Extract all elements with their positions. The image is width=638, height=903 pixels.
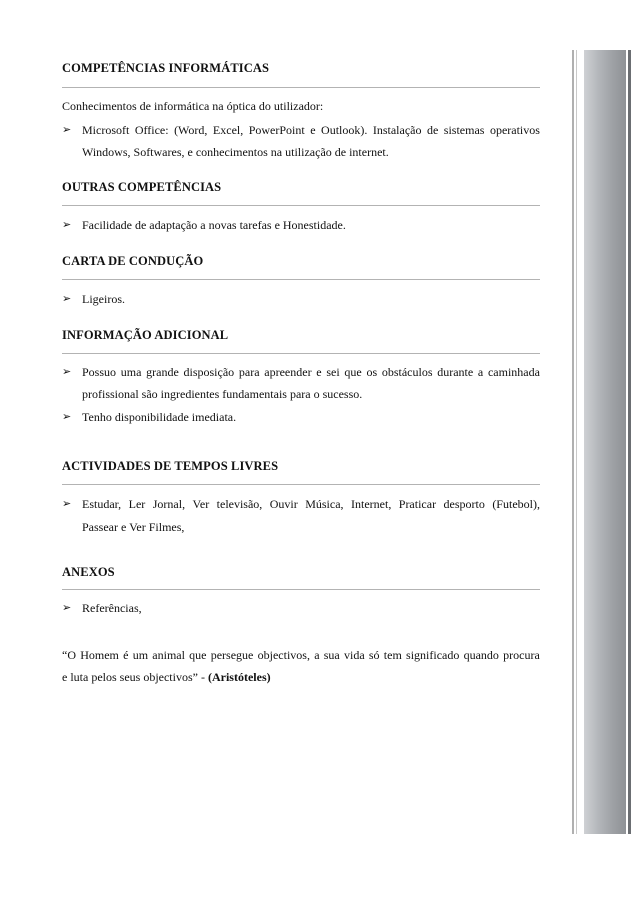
word: PowerPoint bbox=[248, 123, 305, 137]
word: uma bbox=[120, 365, 142, 379]
word: Office: bbox=[134, 123, 169, 137]
word: a bbox=[314, 648, 320, 662]
word: Possuo bbox=[82, 365, 117, 379]
bullet-text-line: profissional são ingredientes fundamentais para o sucesso. bbox=[82, 387, 363, 401]
word: operativos bbox=[489, 123, 540, 137]
word: só bbox=[368, 648, 380, 662]
bullet-text-line: Facilidade de adaptação a novas tarefas e Honestidade. bbox=[82, 218, 346, 232]
word: Música, bbox=[305, 497, 344, 511]
word: Ver bbox=[192, 497, 210, 511]
quote-line bbox=[62, 670, 540, 684]
section-divider bbox=[62, 353, 540, 354]
word: durante bbox=[437, 365, 474, 379]
word: Ouvir bbox=[269, 497, 298, 511]
word: grande bbox=[146, 365, 179, 379]
quote-author: (Aristóteles) bbox=[207, 670, 271, 684]
bullet-arrow-icon: ➢ bbox=[62, 219, 72, 231]
word: quando bbox=[463, 648, 499, 662]
quote-text: e luta pelos seus objectivos” - bbox=[62, 670, 208, 684]
word: de bbox=[426, 123, 439, 137]
bullet-arrow-icon: ➢ bbox=[62, 411, 72, 423]
word: disposição bbox=[183, 365, 235, 379]
bullet-text-line: Referências, bbox=[82, 601, 142, 615]
page-side-bar-edge bbox=[628, 50, 631, 834]
word: a bbox=[477, 365, 484, 379]
word: e bbox=[310, 123, 316, 137]
heading-outras-competencias: OUTRAS COMPETÊNCIAS bbox=[62, 180, 222, 194]
word: para bbox=[238, 365, 260, 379]
word: Excel, bbox=[212, 123, 244, 137]
bullet-arrow-icon: ➢ bbox=[62, 498, 72, 510]
word: um bbox=[132, 648, 149, 662]
word: (Word, bbox=[174, 123, 208, 137]
bullet-text-line: Passear e Ver Filmes, bbox=[82, 520, 185, 534]
bullet-arrow-icon: ➢ bbox=[62, 293, 72, 305]
page-side-bar bbox=[584, 50, 626, 834]
word: Instalação bbox=[372, 123, 422, 137]
heading-competencias-informaticas: COMPETÊNCIAS INFORMÁTICAS bbox=[62, 61, 270, 75]
word: tem bbox=[383, 648, 402, 662]
word: é bbox=[123, 648, 129, 662]
heading-carta-conducao: CARTA DE CONDUÇÃO bbox=[62, 254, 204, 268]
word: Outlook). bbox=[321, 123, 368, 137]
word: e bbox=[316, 365, 322, 379]
section-divider bbox=[62, 484, 540, 485]
heading-anexos: ANEXOS bbox=[62, 565, 115, 579]
word: persegue bbox=[210, 648, 254, 662]
word: desporto bbox=[443, 497, 485, 511]
section-divider bbox=[62, 205, 540, 206]
bullet-text-line bbox=[82, 365, 540, 379]
word: vida bbox=[343, 648, 365, 662]
word: apreender bbox=[264, 365, 312, 379]
section-divider bbox=[62, 279, 540, 280]
word: os bbox=[366, 365, 378, 379]
word: Homem bbox=[80, 648, 119, 662]
word: Ler bbox=[128, 497, 146, 511]
word: “O bbox=[62, 648, 76, 662]
word: obstáculos bbox=[381, 365, 433, 379]
intro-text: Conhecimentos de informática na óptica do utilizador: bbox=[62, 99, 324, 113]
word: animal bbox=[152, 648, 185, 662]
word: sistemas bbox=[443, 123, 485, 137]
word: Praticar bbox=[398, 497, 437, 511]
bullet-text-line: Ligeiros. bbox=[82, 292, 125, 306]
page-border-line bbox=[576, 50, 577, 834]
bullet-text-line: Tenho disponibilidade imediata. bbox=[82, 410, 237, 424]
bullet-arrow-icon: ➢ bbox=[62, 124, 72, 136]
word: sei bbox=[326, 365, 340, 379]
word: que bbox=[344, 365, 362, 379]
word: televisão, bbox=[216, 497, 263, 511]
quote-line bbox=[62, 648, 540, 662]
bullet-arrow-icon: ➢ bbox=[62, 366, 72, 378]
word: sua bbox=[323, 648, 340, 662]
word: objectivos, bbox=[257, 648, 310, 662]
heading-actividades-tempos-livres: ACTIVIDADES DE TEMPOS LIVRES bbox=[62, 459, 279, 473]
bullet-arrow-icon: ➢ bbox=[62, 602, 72, 614]
word: significado bbox=[406, 648, 460, 662]
page-border-line bbox=[572, 50, 574, 834]
heading-informacao-adicional: INFORMAÇÃO ADICIONAL bbox=[62, 328, 229, 342]
section-divider bbox=[62, 87, 540, 88]
word: Internet, bbox=[351, 497, 392, 511]
word: que bbox=[189, 648, 207, 662]
word: Estudar, bbox=[82, 497, 122, 511]
word: procura bbox=[503, 648, 540, 662]
bullet-text-line bbox=[82, 497, 540, 511]
bullet-text-line: Windows, Softwares, e conhecimentos na utilização de internet. bbox=[82, 145, 389, 159]
bullet-text-line bbox=[82, 123, 540, 137]
section-divider bbox=[62, 589, 540, 590]
word: caminhada bbox=[487, 365, 540, 379]
word: Jornal, bbox=[152, 497, 186, 511]
word: (Futebol), bbox=[492, 497, 540, 511]
word: Microsoft bbox=[82, 123, 130, 137]
